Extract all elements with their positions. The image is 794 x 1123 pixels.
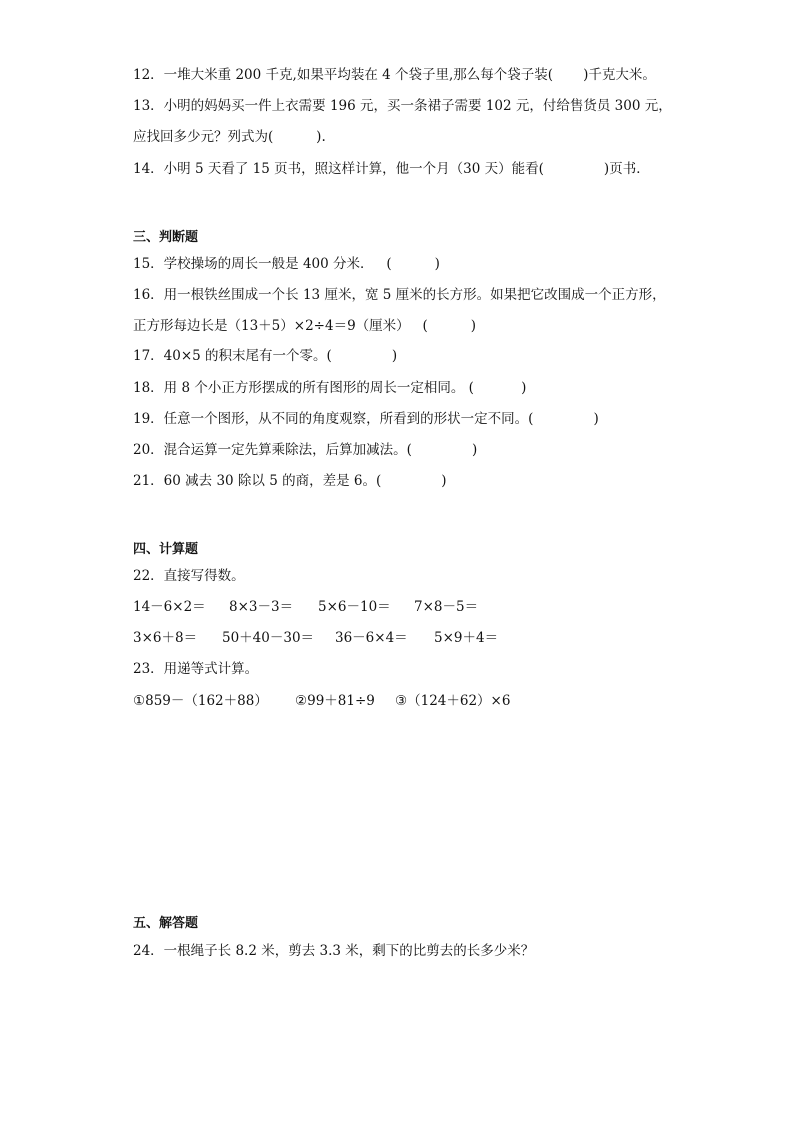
section-heading-judgement: 三、判断题 (133, 230, 199, 245)
expression: 50＋40－30＝ (222, 630, 315, 646)
question-17: 17．40×5 的积末尾有一个零。( ) (133, 348, 398, 364)
expression: 5×9＋4＝ (434, 630, 499, 646)
question-18: 18．用 8 个小正方形摆成的所有图形的周长一定相同。 ( ) (133, 380, 527, 396)
question-23: 23．用递等式计算。 (133, 661, 259, 677)
question-13-line-1: 13．小明的妈妈买一件上衣需要 196 元，买一条裙子需要 102 元，付给售货员 300 元， (133, 98, 672, 114)
expression: 3×6＋8＝ (133, 630, 198, 646)
expression: ②99＋81÷9 (295, 693, 375, 709)
expression: ①859－（162＋88） (133, 693, 268, 709)
question-22: 22．直接写得数。 (133, 568, 245, 584)
expression: 14－6×2＝ (133, 599, 206, 615)
question-19: 19．任意一个图形，从不同的角度观察，所看到的形状一定不同。( ) (133, 411, 599, 427)
question-21: 21．60 减去 30 除以 5 的商，差是 6。( ) (133, 473, 447, 489)
expression: 5×6－10＝ (318, 599, 391, 615)
section-heading-calculation: 四、计算题 (133, 542, 199, 557)
question-13-line-2: 应找回多少元？列式为( ). (133, 129, 326, 145)
expression: 8×3－3＝ (229, 599, 294, 615)
question-16-line-1: 16．用一根铁丝围成一个长 13 厘米，宽 5 厘米的长方形。如果把它改围成一个正方形， (133, 287, 666, 303)
expression: 36－6×4＝ (335, 630, 408, 646)
question-14: 14．小明 5 天看了 15 页书，照这样计算，他一个月（30 天）能看( )页书． (133, 161, 650, 177)
question-16-line-2: 正方形每边长是（13＋5）×2÷4＝9（厘米） ( ) (133, 318, 476, 334)
expression: 7×8－5＝ (414, 599, 479, 615)
section-heading-word-problems: 五、解答题 (133, 916, 199, 931)
question-12: 12．一堆大米重 200 千克,如果平均装在 4 个袋子里,那么每个袋子装( )千克大米。 (133, 67, 656, 83)
question-15: 15．学校操场的周长一般是 400 分米． ( ) (133, 256, 440, 272)
question-20: 20．混合运算一定先算乘除法，后算加减法。( ) (133, 442, 478, 458)
expression: ③（124＋62）×6 (395, 693, 511, 709)
question-24: 24．一根绳子长 8.2 米，剪去 3.3 米，剩下的比剪去的长多少米？ (133, 943, 535, 959)
